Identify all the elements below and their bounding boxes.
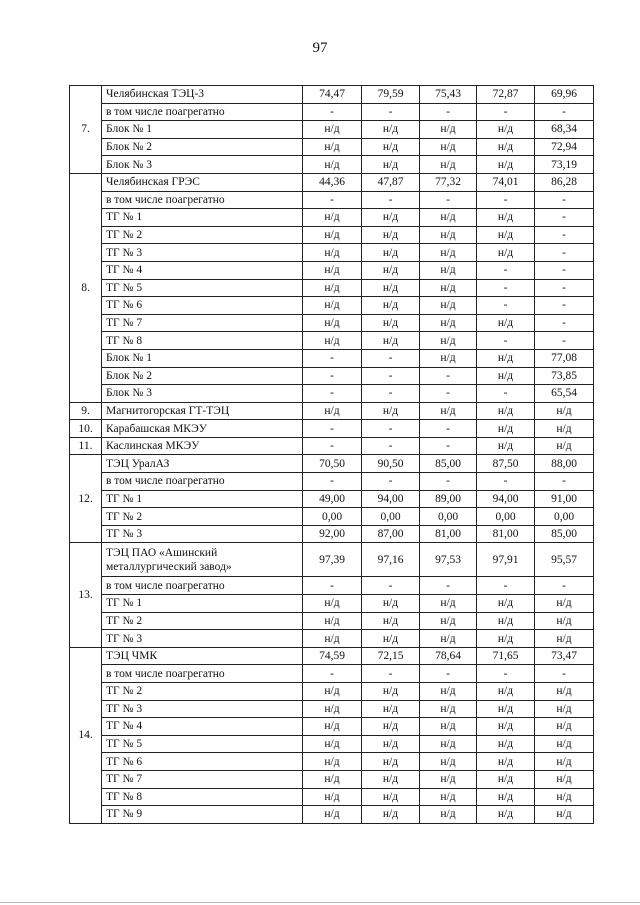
value-cell: - xyxy=(362,385,420,403)
value-cell: 72,87 xyxy=(477,86,535,104)
value-cell: 73,19 xyxy=(535,156,594,174)
value-cell: н/д xyxy=(477,367,535,385)
value-cell: н/д xyxy=(362,332,420,350)
value-cell: - xyxy=(420,420,477,438)
value-cell: 97,91 xyxy=(477,543,535,577)
value-cell: н/д xyxy=(303,332,362,350)
value-cell: 90,50 xyxy=(362,455,420,473)
table-row xyxy=(70,770,594,788)
value-cell: н/д xyxy=(420,314,477,332)
value-cell: н/д xyxy=(420,718,477,736)
station-name: в том числе поагрегатно xyxy=(102,473,303,491)
value-cell: н/д xyxy=(362,226,420,244)
value-cell: - xyxy=(535,577,594,595)
value-cell: н/д xyxy=(477,437,535,455)
value-cell: 79,59 xyxy=(362,86,420,104)
table-row xyxy=(70,103,594,121)
value-cell: н/д xyxy=(303,314,362,332)
value-cell: н/д xyxy=(362,700,420,718)
value-cell: н/д xyxy=(477,683,535,701)
station-name: ТГ № 1 xyxy=(102,490,303,508)
value-cell: 70,50 xyxy=(303,455,362,473)
value-cell: - xyxy=(362,420,420,438)
value-cell: н/д xyxy=(420,700,477,718)
station-name: ТГ № 6 xyxy=(102,753,303,771)
value-cell: н/д xyxy=(362,683,420,701)
value-cell: - xyxy=(535,297,594,315)
value-cell: 97,39 xyxy=(303,543,362,577)
value-cell: н/д xyxy=(535,402,594,420)
value-cell: н/д xyxy=(362,297,420,315)
value-cell: н/д xyxy=(303,770,362,788)
value-cell: н/д xyxy=(420,630,477,648)
value-cell: 89,00 xyxy=(420,490,477,508)
station-name: ТЭЦ УралАЗ xyxy=(102,455,303,473)
value-cell: - xyxy=(535,314,594,332)
value-cell: - xyxy=(362,367,420,385)
value-cell: 49,00 xyxy=(303,490,362,508)
table-row xyxy=(70,735,594,753)
value-cell: н/д xyxy=(535,788,594,806)
table-row xyxy=(70,385,594,403)
value-cell: н/д xyxy=(420,683,477,701)
value-cell: н/д xyxy=(362,770,420,788)
value-cell: 87,00 xyxy=(362,525,420,543)
value-cell: 74,59 xyxy=(303,647,362,665)
station-name: Блок № 1 xyxy=(102,349,303,367)
value-cell: - xyxy=(303,367,362,385)
value-cell: н/д xyxy=(362,806,420,824)
table-row xyxy=(70,473,594,491)
table-row xyxy=(70,261,594,279)
value-cell: 69,96 xyxy=(535,86,594,104)
station-name: ТГ № 2 xyxy=(102,226,303,244)
value-cell: н/д xyxy=(303,718,362,736)
value-cell: н/д xyxy=(420,138,477,156)
value-cell: н/д xyxy=(303,226,362,244)
station-name: Блок № 2 xyxy=(102,138,303,156)
table-row xyxy=(70,349,594,367)
value-cell: н/д xyxy=(303,156,362,174)
value-cell: н/д xyxy=(535,806,594,824)
value-cell: - xyxy=(420,191,477,209)
table-row xyxy=(70,806,594,824)
value-cell: н/д xyxy=(477,788,535,806)
value-cell: н/д xyxy=(420,121,477,139)
value-cell: н/д xyxy=(535,437,594,455)
table-row xyxy=(70,630,594,648)
value-cell: н/д xyxy=(303,402,362,420)
station-name: ТГ № 8 xyxy=(102,788,303,806)
row-number: 8. xyxy=(70,173,102,402)
value-cell: н/д xyxy=(477,612,535,630)
value-cell: - xyxy=(535,665,594,683)
station-name: Каслинская МКЭУ xyxy=(102,437,303,455)
station-name: ТГ № 7 xyxy=(102,314,303,332)
value-cell: н/д xyxy=(420,806,477,824)
utilization-table xyxy=(69,85,594,824)
value-cell: - xyxy=(303,420,362,438)
value-cell: - xyxy=(477,665,535,683)
value-cell: - xyxy=(362,665,420,683)
value-cell: 0,00 xyxy=(535,508,594,526)
value-cell: н/д xyxy=(362,718,420,736)
value-cell: н/д xyxy=(477,770,535,788)
station-name: ТГ № 3 xyxy=(102,525,303,543)
table-row xyxy=(70,788,594,806)
value-cell: н/д xyxy=(362,753,420,771)
value-cell: н/д xyxy=(535,753,594,771)
value-cell: - xyxy=(362,103,420,121)
table-row xyxy=(70,332,594,350)
value-cell: 86,28 xyxy=(535,173,594,191)
station-name: в том числе поагрегатно xyxy=(102,191,303,209)
value-cell: 77,08 xyxy=(535,349,594,367)
value-cell: н/д xyxy=(535,612,594,630)
value-cell: н/д xyxy=(420,226,477,244)
value-cell: н/д xyxy=(420,788,477,806)
value-cell: - xyxy=(477,279,535,297)
value-cell: - xyxy=(420,103,477,121)
value-cell: - xyxy=(303,385,362,403)
value-cell: 92,00 xyxy=(303,525,362,543)
value-cell: н/д xyxy=(477,402,535,420)
station-name: ТГ № 5 xyxy=(102,279,303,297)
table-row xyxy=(70,508,594,526)
value-cell: н/д xyxy=(477,630,535,648)
value-cell: н/д xyxy=(420,279,477,297)
value-cell: н/д xyxy=(362,244,420,262)
station-name: ТГ № 4 xyxy=(102,718,303,736)
value-cell: - xyxy=(420,437,477,455)
value-cell: 94,00 xyxy=(362,490,420,508)
value-cell: н/д xyxy=(303,121,362,139)
table-row xyxy=(70,437,594,455)
value-cell: н/д xyxy=(303,297,362,315)
value-cell: 0,00 xyxy=(477,508,535,526)
value-cell: - xyxy=(420,367,477,385)
value-cell: 47,87 xyxy=(362,173,420,191)
value-cell: н/д xyxy=(477,314,535,332)
station-name: Челябинская ГРЭС xyxy=(102,173,303,191)
value-cell: н/д xyxy=(362,121,420,139)
table-row xyxy=(70,612,594,630)
value-cell: н/д xyxy=(477,595,535,613)
value-cell: н/д xyxy=(477,806,535,824)
value-cell: - xyxy=(303,577,362,595)
value-cell: - xyxy=(362,437,420,455)
table-row xyxy=(70,753,594,771)
value-cell: н/д xyxy=(477,121,535,139)
table-row xyxy=(70,279,594,297)
station-name: ТЭЦ ЧМК xyxy=(102,647,303,665)
value-cell: - xyxy=(362,577,420,595)
table-row xyxy=(70,665,594,683)
value-cell: н/д xyxy=(420,770,477,788)
table-row xyxy=(70,577,594,595)
bottom-rule xyxy=(0,902,640,903)
value-cell: н/д xyxy=(303,209,362,227)
row-number: 12. xyxy=(70,455,102,543)
station-name: ТГ № 1 xyxy=(102,595,303,613)
value-cell: н/д xyxy=(303,279,362,297)
value-cell: - xyxy=(535,191,594,209)
table-row xyxy=(70,156,594,174)
value-cell: 73,85 xyxy=(535,367,594,385)
row-number: 13. xyxy=(70,543,102,647)
value-cell: н/д xyxy=(362,595,420,613)
value-cell: - xyxy=(420,665,477,683)
value-cell: - xyxy=(362,473,420,491)
station-name: ТГ № 3 xyxy=(102,244,303,262)
value-cell: н/д xyxy=(420,402,477,420)
table-row xyxy=(70,402,594,420)
value-cell: 0,00 xyxy=(420,508,477,526)
value-cell: н/д xyxy=(420,332,477,350)
station-name: ТГ № 4 xyxy=(102,261,303,279)
table-row xyxy=(70,367,594,385)
value-cell: н/д xyxy=(420,297,477,315)
value-cell: - xyxy=(362,191,420,209)
station-name: Челябинская ТЭЦ-3 xyxy=(102,86,303,104)
value-cell: 97,16 xyxy=(362,543,420,577)
value-cell: - xyxy=(477,577,535,595)
value-cell: н/д xyxy=(420,735,477,753)
value-cell: н/д xyxy=(477,735,535,753)
station-name: ТГ № 6 xyxy=(102,297,303,315)
value-cell: - xyxy=(477,103,535,121)
table-row xyxy=(70,297,594,315)
value-cell: н/д xyxy=(362,630,420,648)
value-cell: н/д xyxy=(420,209,477,227)
value-cell: н/д xyxy=(477,420,535,438)
value-cell: 85,00 xyxy=(420,455,477,473)
value-cell: 91,00 xyxy=(535,490,594,508)
value-cell: - xyxy=(303,473,362,491)
value-cell: н/д xyxy=(420,753,477,771)
value-cell: 88,00 xyxy=(535,455,594,473)
station-name: Блок № 3 xyxy=(102,156,303,174)
value-cell: - xyxy=(303,349,362,367)
value-cell: 68,34 xyxy=(535,121,594,139)
value-cell: - xyxy=(477,473,535,491)
value-cell: н/д xyxy=(362,138,420,156)
value-cell: - xyxy=(535,279,594,297)
table-row xyxy=(70,700,594,718)
value-cell: н/д xyxy=(535,700,594,718)
station-name: ТГ № 2 xyxy=(102,508,303,526)
table-row xyxy=(70,543,594,577)
value-cell: н/д xyxy=(535,770,594,788)
value-cell: 73,47 xyxy=(535,647,594,665)
value-cell: - xyxy=(477,332,535,350)
value-cell: - xyxy=(303,665,362,683)
value-cell: н/д xyxy=(362,612,420,630)
value-cell: н/д xyxy=(477,349,535,367)
station-name: ТГ № 2 xyxy=(102,683,303,701)
table-row xyxy=(70,455,594,473)
value-cell: - xyxy=(362,349,420,367)
value-cell: н/д xyxy=(535,630,594,648)
value-cell: 94,00 xyxy=(477,490,535,508)
value-cell: - xyxy=(303,103,362,121)
value-cell: 74,01 xyxy=(477,173,535,191)
value-cell: н/д xyxy=(362,788,420,806)
value-cell: н/д xyxy=(420,595,477,613)
value-cell: 74,47 xyxy=(303,86,362,104)
value-cell: н/д xyxy=(477,700,535,718)
table-row xyxy=(70,718,594,736)
value-cell: н/д xyxy=(535,683,594,701)
value-cell: 0,00 xyxy=(303,508,362,526)
value-cell: н/д xyxy=(303,753,362,771)
value-cell: 97,53 xyxy=(420,543,477,577)
value-cell: н/д xyxy=(362,209,420,227)
table-row xyxy=(70,191,594,209)
value-cell: - xyxy=(535,473,594,491)
table-row xyxy=(70,121,594,139)
row-number: 14. xyxy=(70,647,102,823)
station-name: Блок № 3 xyxy=(102,385,303,403)
value-cell: н/д xyxy=(303,683,362,701)
value-cell: 81,00 xyxy=(477,525,535,543)
table-row xyxy=(70,595,594,613)
value-cell: 72,15 xyxy=(362,647,420,665)
station-name: ТГ № 5 xyxy=(102,735,303,753)
station-name: ТЭЦ ПАО «Ашинский металлургический завод» xyxy=(102,543,303,577)
value-cell: - xyxy=(303,437,362,455)
value-cell: 81,00 xyxy=(420,525,477,543)
station-name: ТГ № 7 xyxy=(102,770,303,788)
value-cell: н/д xyxy=(420,244,477,262)
value-cell: н/д xyxy=(303,735,362,753)
value-cell: н/д xyxy=(477,226,535,244)
station-name: ТГ № 3 xyxy=(102,630,303,648)
value-cell: н/д xyxy=(362,735,420,753)
value-cell: н/д xyxy=(477,753,535,771)
station-name: в том числе поагрегатно xyxy=(102,103,303,121)
value-cell: 85,00 xyxy=(535,525,594,543)
station-name: ТГ № 8 xyxy=(102,332,303,350)
value-cell: н/д xyxy=(303,244,362,262)
value-cell: н/д xyxy=(535,595,594,613)
value-cell: н/д xyxy=(420,156,477,174)
station-name: в том числе поагрегатно xyxy=(102,577,303,595)
value-cell: - xyxy=(535,332,594,350)
value-cell: н/д xyxy=(303,138,362,156)
value-cell: н/д xyxy=(362,156,420,174)
value-cell: - xyxy=(535,103,594,121)
value-cell: н/д xyxy=(362,314,420,332)
station-name: ТГ № 9 xyxy=(102,806,303,824)
value-cell: - xyxy=(477,385,535,403)
value-cell: - xyxy=(420,577,477,595)
station-name: ТГ № 2 xyxy=(102,612,303,630)
table-row xyxy=(70,86,594,104)
value-cell: н/д xyxy=(362,261,420,279)
value-cell: н/д xyxy=(477,244,535,262)
value-cell: н/д xyxy=(535,420,594,438)
value-cell: н/д xyxy=(477,138,535,156)
value-cell: н/д xyxy=(303,261,362,279)
value-cell: н/д xyxy=(303,612,362,630)
value-cell: - xyxy=(477,297,535,315)
value-cell: 75,43 xyxy=(420,86,477,104)
value-cell: 44,36 xyxy=(303,173,362,191)
station-name: в том числе поагрегатно xyxy=(102,665,303,683)
value-cell: н/д xyxy=(420,612,477,630)
table-row xyxy=(70,420,594,438)
value-cell: - xyxy=(477,261,535,279)
table-row xyxy=(70,314,594,332)
value-cell: - xyxy=(420,385,477,403)
page-number: 97 xyxy=(312,40,328,56)
station-name: Блок № 2 xyxy=(102,367,303,385)
table-row xyxy=(70,244,594,262)
value-cell: н/д xyxy=(420,349,477,367)
value-cell: 78,64 xyxy=(420,647,477,665)
station-name: ТГ № 3 xyxy=(102,700,303,718)
value-cell: - xyxy=(303,191,362,209)
value-cell: н/д xyxy=(303,700,362,718)
station-name: Магнитогорская ГТ-ТЭЦ xyxy=(102,402,303,420)
value-cell: - xyxy=(420,473,477,491)
row-number: 9. xyxy=(70,402,102,420)
station-name: Блок № 1 xyxy=(102,121,303,139)
table-row xyxy=(70,138,594,156)
value-cell: н/д xyxy=(477,156,535,174)
value-cell: 77,32 xyxy=(420,173,477,191)
value-cell: - xyxy=(535,209,594,227)
value-cell: 0,00 xyxy=(362,508,420,526)
value-cell: н/д xyxy=(535,735,594,753)
value-cell: 65,54 xyxy=(535,385,594,403)
value-cell: 95,57 xyxy=(535,543,594,577)
value-cell: н/д xyxy=(303,806,362,824)
value-cell: 87,50 xyxy=(477,455,535,473)
value-cell: н/д xyxy=(303,595,362,613)
table-row xyxy=(70,525,594,543)
value-cell: н/д xyxy=(362,402,420,420)
table-row xyxy=(70,226,594,244)
table-row xyxy=(70,490,594,508)
table-row xyxy=(70,209,594,227)
table-body xyxy=(70,86,594,824)
value-cell: н/д xyxy=(477,718,535,736)
value-cell: 72,94 xyxy=(535,138,594,156)
table-row xyxy=(70,173,594,191)
station-name: ТГ № 1 xyxy=(102,209,303,227)
value-cell: - xyxy=(535,244,594,262)
value-cell: н/д xyxy=(362,279,420,297)
row-number: 10. xyxy=(70,420,102,438)
value-cell: н/д xyxy=(535,718,594,736)
value-cell: - xyxy=(535,226,594,244)
table-row xyxy=(70,647,594,665)
station-name: Карабашская МКЭУ xyxy=(102,420,303,438)
row-number: 7. xyxy=(70,86,102,174)
value-cell: н/д xyxy=(420,261,477,279)
value-cell: н/д xyxy=(303,788,362,806)
table-row xyxy=(70,683,594,701)
value-cell: н/д xyxy=(303,630,362,648)
value-cell: - xyxy=(477,191,535,209)
value-cell: н/д xyxy=(477,209,535,227)
value-cell: - xyxy=(535,261,594,279)
value-cell: 71,65 xyxy=(477,647,535,665)
row-number: 11. xyxy=(70,437,102,455)
